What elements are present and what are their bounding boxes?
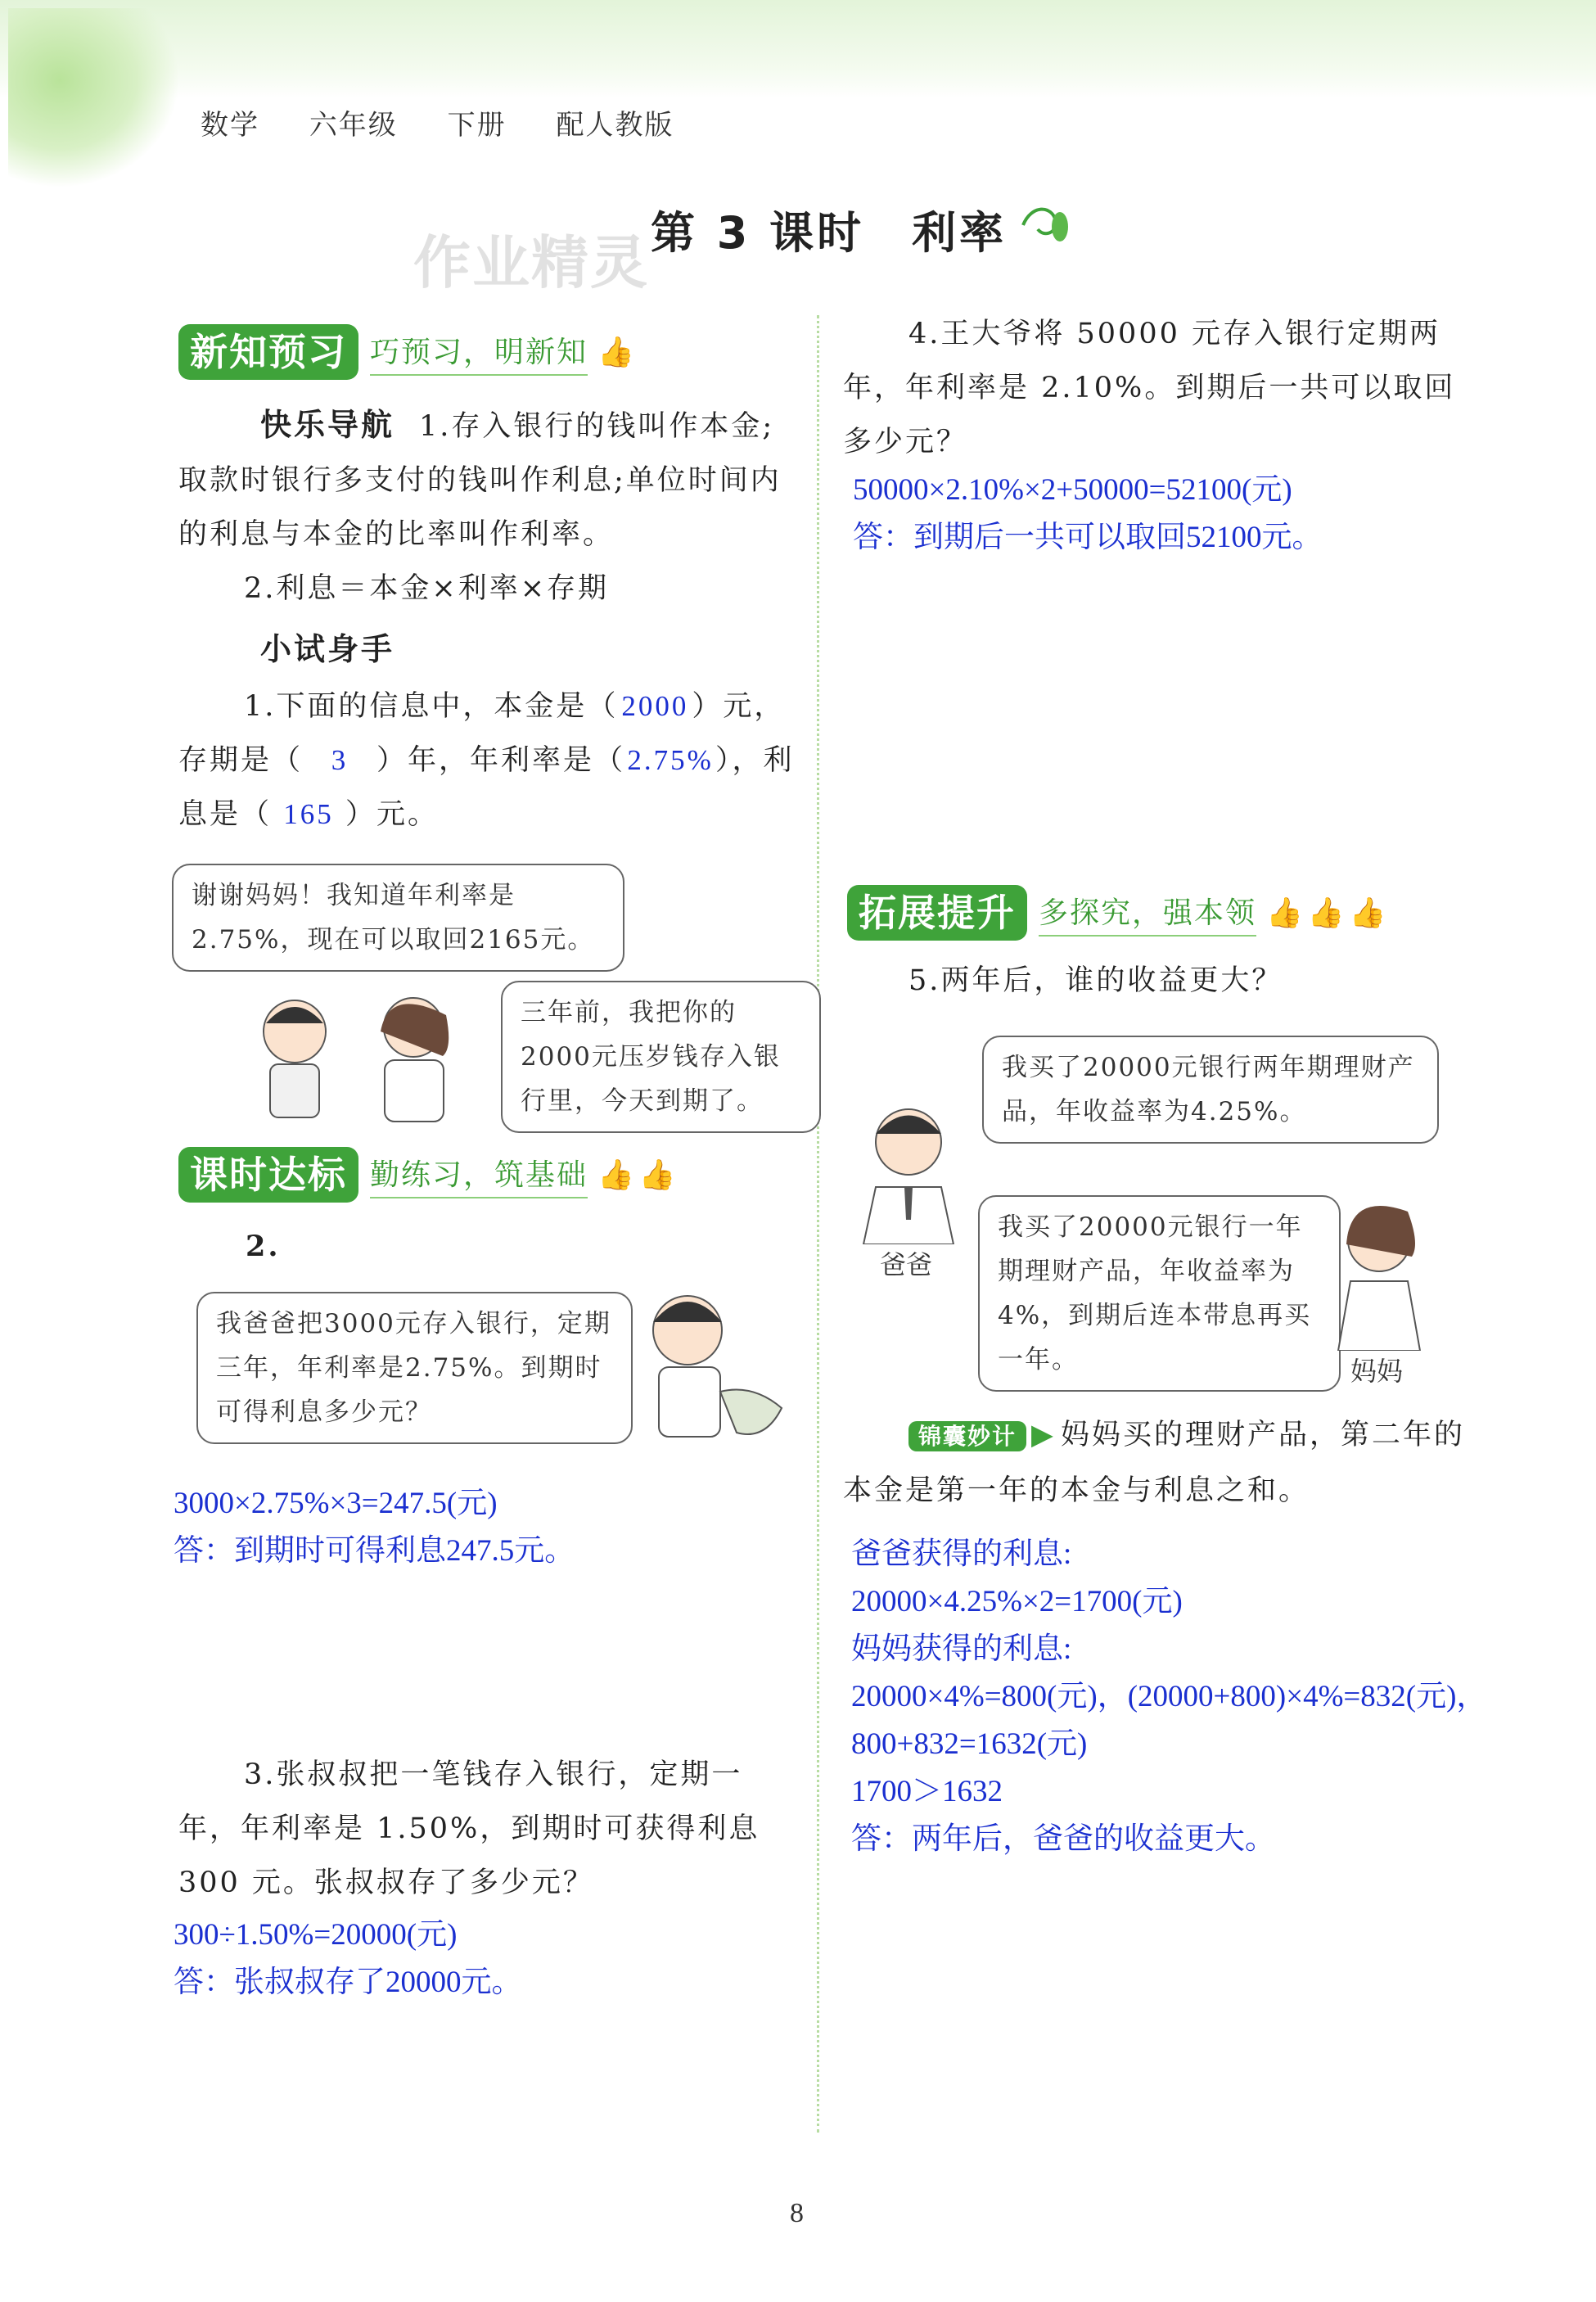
- preview-section-banner: [178, 323, 639, 381]
- mom-illustration: [1318, 1195, 1440, 1351]
- solution-line: 妈妈获得的利息:: [851, 1632, 1072, 1666]
- q1-text-3: ）年，年利率是（: [376, 744, 626, 777]
- practice-subtitle: 勤练习，筑基础: [370, 1152, 588, 1198]
- column-divider: [817, 315, 819, 2133]
- lesson-title: 第 3 课时 利率: [651, 207, 1008, 259]
- try-title: 小试身手: [260, 631, 395, 667]
- q2-answer: 答：到期时可得利息247.5元。: [174, 1534, 575, 1568]
- subject-label: 数学: [201, 109, 259, 142]
- q1-text-4: ），利息是（: [178, 744, 795, 831]
- question-5: 5.两年后，谁的收益更大？: [908, 964, 1283, 997]
- dad-label: 爸爸: [880, 1249, 933, 1280]
- solution-line: 20000×4.25%×2=1700(元): [851, 1585, 1183, 1618]
- edition-label: 配人教版: [556, 109, 674, 142]
- q2-label: 2.: [246, 1230, 281, 1263]
- page-number: 8: [790, 2198, 804, 2228]
- solution-line: 答：两年后，爸爸的收益更大。: [851, 1822, 1275, 1856]
- solution-line: 1700＞1632: [851, 1775, 1003, 1808]
- preview-banner: 新知预习: [178, 324, 358, 380]
- extend-section-banner: [847, 884, 1391, 941]
- mom-speech-bubble: 三年前，我把你的2000元压岁钱存入银行里，今天到期了。: [501, 981, 821, 1133]
- question-4: 4.王大爷将 50000 元存入银行定期两年，年利率是 2.10%。到期后一共可以取回多少元？: [843, 318, 1456, 458]
- mom-label: 妈妈: [1350, 1356, 1404, 1387]
- q5-solution: [851, 1531, 1486, 1863]
- preview-nav: [178, 398, 802, 562]
- volume-label: 下册: [447, 109, 507, 142]
- tip-block: [843, 1408, 1469, 1518]
- q2-calculation: 3000×2.75%×3=247.5(元): [174, 1487, 498, 1520]
- q4-calculation: 50000×2.10%×2+50000=52100(元): [853, 473, 1292, 507]
- extend-subtitle: 多探究，强本领: [1039, 890, 1256, 937]
- mom-plan-speech-bubble: 我买了20000元银行一年期理财产品，年收益率为4%，到期后连本带息再买一年。: [978, 1195, 1341, 1392]
- nav-title: 快乐导航: [260, 407, 395, 443]
- preview-subtitle: 巧预习，明新知: [370, 329, 588, 376]
- nav-item-1: 1.存入银行的钱叫作本金;取款时银行多支付的钱叫作利息;单位时间内的利息与本金的比率叫作利率。: [178, 410, 782, 551]
- solution-line: 20000×4%=800(元)，(20000+800)×4%=832(元)，: [851, 1680, 1487, 1713]
- dad-illustration: [847, 1097, 970, 1244]
- boy-and-mom-illustration: [250, 991, 487, 1126]
- extend-banner: 拓展提升: [847, 885, 1027, 941]
- question-1: [178, 679, 809, 842]
- q1-text-2: ）元，存期是（: [178, 690, 786, 777]
- boy-speech-bubble: 谢谢妈妈！我知道年利率是2.75%，现在可以取回2165元。: [172, 864, 624, 972]
- q1-rate: 2.75%: [627, 744, 714, 776]
- q3-calculation: 300÷1.50%=20000(元): [174, 1918, 458, 1952]
- play-arrow-icon: ▶: [1031, 1419, 1056, 1451]
- q1-interest: 165: [283, 798, 334, 830]
- q1-text-5: ）元。: [345, 798, 440, 831]
- q1-principal: 2000: [621, 690, 689, 722]
- q2-speech-bubble: 我爸爸把3000元存入银行，定期三年，年利率是2.75%。到期时可得利息多少元？: [196, 1292, 633, 1444]
- q3-answer: 答：张叔叔存了20000元。: [174, 1966, 522, 1999]
- solution-line: 爸爸获得的利息:: [851, 1537, 1072, 1571]
- palm-leaf-decoration: [8, 8, 180, 188]
- grade-label: 六年级: [309, 109, 398, 142]
- tip-text: 妈妈买的理财产品，第二年的本金是第一年的本金与利息之和。: [843, 1419, 1465, 1507]
- practice-banner: 课时达标: [178, 1147, 358, 1203]
- header-band: [0, 0, 1596, 98]
- boy-pointing-illustration: [622, 1285, 794, 1449]
- watermark: 作业精灵: [413, 229, 649, 296]
- q1-text-1: 1.下面的信息中，本金是（: [244, 690, 619, 723]
- tip-badge: 锦囊妙计: [908, 1421, 1026, 1451]
- practice-section-banner: [178, 1146, 681, 1203]
- thumbs-up-icon: 👍: [597, 336, 639, 369]
- thumbs-up-icon: 👍👍: [597, 1158, 681, 1192]
- dad-speech-bubble: 我买了20000元银行两年期理财产品，年收益率为4.25%。: [982, 1036, 1439, 1144]
- question-3: 3.张叔叔把一笔钱存入银行，定期一年，年利率是 1.50%，到期时可获得利息 300 元。张叔叔存了多少元？: [178, 1758, 760, 1899]
- solution-line: 800+832=1632(元): [851, 1727, 1088, 1761]
- book-header: [201, 102, 713, 142]
- q1-term: 3: [331, 744, 349, 776]
- nav-item-2: 2.利息＝本金×利率×存期: [244, 572, 610, 605]
- q4-answer: 答：到期后一共可以取回52100元。: [853, 521, 1323, 554]
- thumbs-up-icon: 👍👍👍: [1266, 896, 1391, 930]
- leaf-swirl-icon: [1015, 201, 1072, 250]
